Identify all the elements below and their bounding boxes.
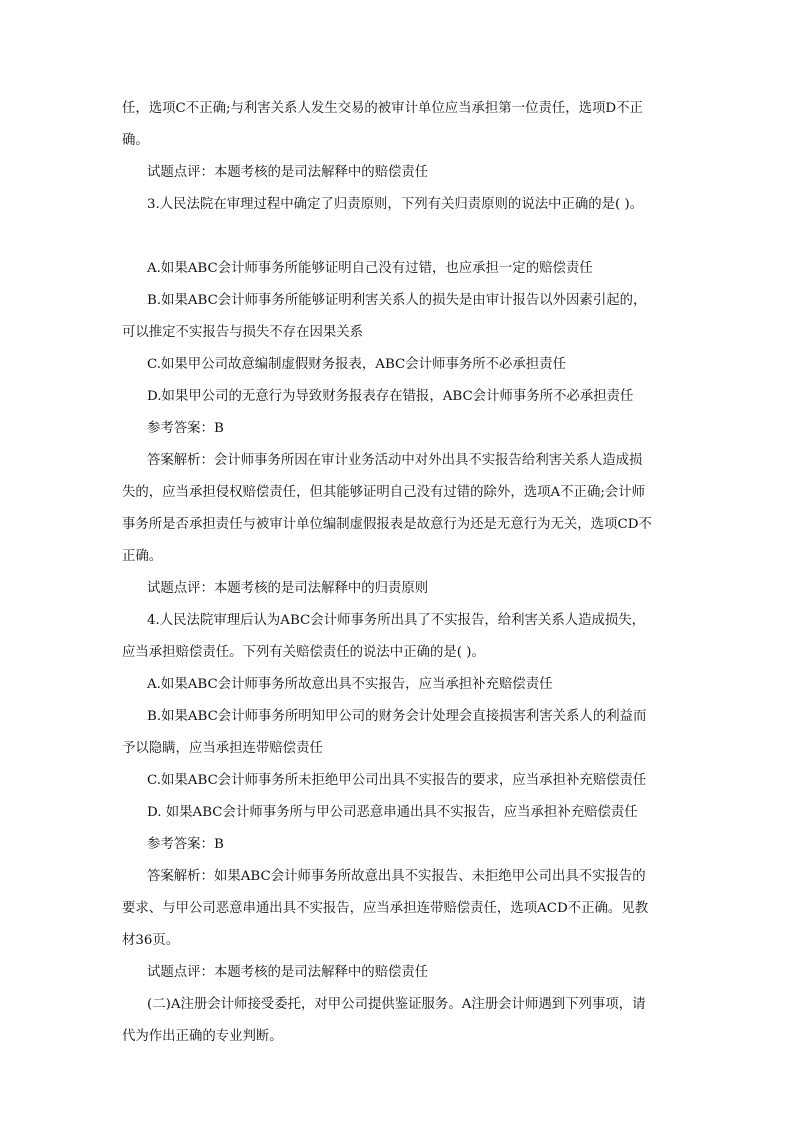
text-line: 正确。 xyxy=(122,549,163,564)
text-line: A.如果ABC会计师事务所故意出具不实报告，应当承担补充赔偿责任 xyxy=(147,677,553,692)
text-line: 应当承担赔偿责任。下列有关赔偿责任的说法中正确的是( )。 xyxy=(122,645,485,660)
text-line: D. 如果ABC会计师事务所与甲公司恶意串通出具不实报告，应当承担补充赔偿责任 xyxy=(147,805,638,820)
text-line: B.如果ABC会计师事务所明知甲公司的财务会计处理会直接损害利害关系人的利益而 xyxy=(147,709,647,724)
text-line: 要求、与甲公司恶意串通出具不实报告，应当承担连带赔偿责任，选项ACD不正确。见教 xyxy=(122,901,649,916)
text-line: 予以隐瞒，应当承担连带赔偿责任 xyxy=(122,741,323,756)
text-line: 试题点评：本题考核的是司法解释中的赔偿责任 xyxy=(147,965,429,980)
text-line: D.如果甲公司的无意行为导致财务报表存在错报，ABC会计师事务所不必承担责任 xyxy=(147,389,634,404)
text-line: 失的，应当承担侵权赔偿责任，但其能够证明自己没有过错的除外，选项A不正确;会计师 xyxy=(122,485,646,500)
text-line: 试题点评：本题考核的是司法解释中的赔偿责任 xyxy=(147,165,429,180)
text-line: 确。 xyxy=(122,133,149,148)
text-line: A.如果ABC会计师事务所能够证明自己没有过错，也应承担一定的赔偿责任 xyxy=(147,261,593,276)
text-line: B.如果ABC会计师事务所能够证明利害关系人的损失是由审计报告以外因素引起的， xyxy=(147,293,647,308)
text-line: 参考答案：B xyxy=(147,837,224,852)
text-line: 材36页。 xyxy=(122,933,180,948)
text-line: 答案解析：如果ABC会计师事务所故意出具不实报告、未拒绝甲公司出具不实报告的 xyxy=(147,869,646,884)
text-line: (二)A注册会计师接受委托，对甲公司提供鉴证服务。A注册会计师遇到下列事项，请 xyxy=(147,997,646,1012)
text-line: C.如果ABC会计师事务所未拒绝甲公司出具不实报告的要求，应当承担补充赔偿责任 xyxy=(147,773,647,788)
text-line: 参考答案：B xyxy=(147,421,224,436)
text-line: 事务所是否承担责任与被审计单位编制虚假报表是故意行为还是无意行为无关，选项CD不 xyxy=(122,517,652,532)
text-line: 试题点评：本题考核的是司法解释中的归责原则 xyxy=(147,581,429,596)
text-line: 代为作出正确的专业判断。 xyxy=(122,1029,283,1044)
text-line: 4.人民法院审理后认为ABC会计师事务所出具了不实报告，给利害关系人造成损失， xyxy=(147,613,646,628)
text-line: 任，选项C不正确;与利害关系人发生交易的被审计单位应当承担第一位责任，选项D不正 xyxy=(122,101,643,116)
blank-line xyxy=(122,227,670,247)
text-line: 3.人民法院在审理过程中确定了归责原则，下列有关归责原则的说法中正确的是( )。 xyxy=(147,197,644,212)
text-line: 答案解析：会计师事务所因在审计业务活动中对外出具不实报告给利害关系人造成损 xyxy=(147,453,643,468)
text-line: 可以推定不实报告与损失不存在因果关系 xyxy=(122,325,364,340)
text-line: C.如果甲公司故意编制虚假财务报表，ABC会计师事务所不必承担责任 xyxy=(147,357,566,372)
